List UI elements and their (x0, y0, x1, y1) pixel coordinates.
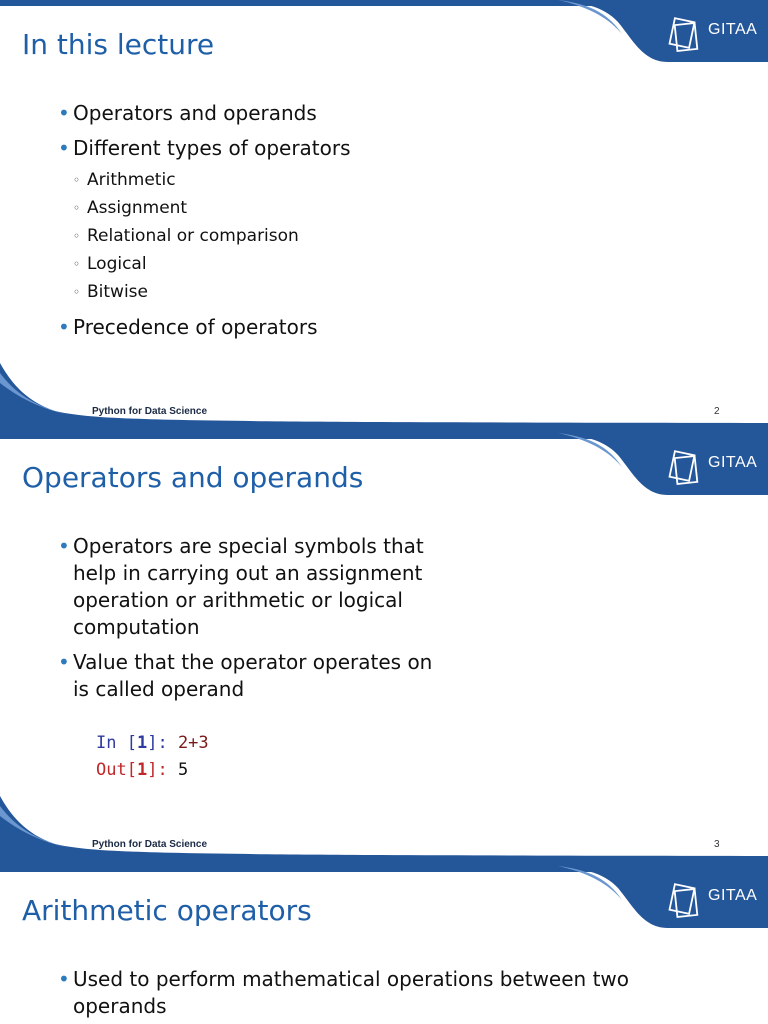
code-input-line: In [1]: 2+3 (96, 733, 209, 753)
gitaa-logo (664, 445, 756, 489)
logo-mark-icon (664, 880, 704, 920)
bullet-text: Precedence of operators (73, 315, 318, 339)
page-number: 3 (714, 839, 720, 850)
code-output-line: Out[1]: 5 (96, 760, 189, 780)
slide-title: Operators and operands (22, 461, 364, 494)
logo-text: GITAA (708, 454, 758, 471)
output-value: 5 (177, 760, 189, 780)
bullet-text: Different types of operators (73, 136, 351, 160)
sub-bullet-item: ◦ Logical (73, 250, 351, 278)
page-number: 2 (714, 406, 720, 417)
slide-3 (0, 866, 768, 1024)
gitaa-logo (664, 878, 756, 922)
slide-2 (0, 433, 768, 866)
bullet-item (58, 100, 351, 127)
footer-swoosh (0, 796, 768, 866)
footer-swoosh (0, 363, 768, 433)
bullet-text: Value that the operator operates on is called operand (73, 650, 433, 701)
out-number: 1 (136, 760, 148, 780)
bullet-item (58, 314, 351, 341)
bullet-item (58, 966, 698, 1020)
sub-bullet-item: ◦ Bitwise (73, 278, 351, 306)
logo-mark-icon (664, 447, 704, 487)
bullet-text: Operators are special symbols that help in carrying out an assignment operation or arithmetic or logical computation (73, 534, 424, 639)
sub-bullet-item: ◦ Relational or comparison (73, 222, 351, 250)
bullet-item (58, 135, 351, 306)
logo-text: GITAA (708, 887, 758, 904)
in-prompt: In (96, 733, 127, 753)
code-cell (96, 730, 209, 784)
slide-title: In this lecture (22, 28, 215, 61)
bullet-text: Used to perform mathematical operations between two operands (73, 967, 630, 1018)
bullet-list (58, 533, 438, 711)
bullet-text: Operators and operands (73, 101, 317, 125)
footer-text: Python for Data Science (92, 839, 208, 850)
gitaa-logo (664, 12, 756, 56)
sub-bullet-item: ◦ Arithmetic (73, 166, 351, 194)
bullet-list (58, 100, 351, 349)
bullet-list (58, 966, 698, 1024)
footer-text: Python for Data Science (92, 406, 208, 417)
logo-text: GITAA (708, 21, 758, 38)
bullet-item (58, 533, 438, 641)
sub-bullet-list (73, 166, 351, 306)
sub-bullet-item: ◦ Assignment (73, 194, 351, 222)
input-expression: 2+3 (177, 733, 209, 753)
logo-mark-icon (664, 14, 704, 54)
out-prompt: Out (96, 760, 127, 780)
slide-title: Arithmetic operators (22, 894, 312, 927)
bullet-item (58, 649, 438, 703)
in-number: 1 (136, 733, 148, 753)
slide-1 (0, 0, 768, 433)
